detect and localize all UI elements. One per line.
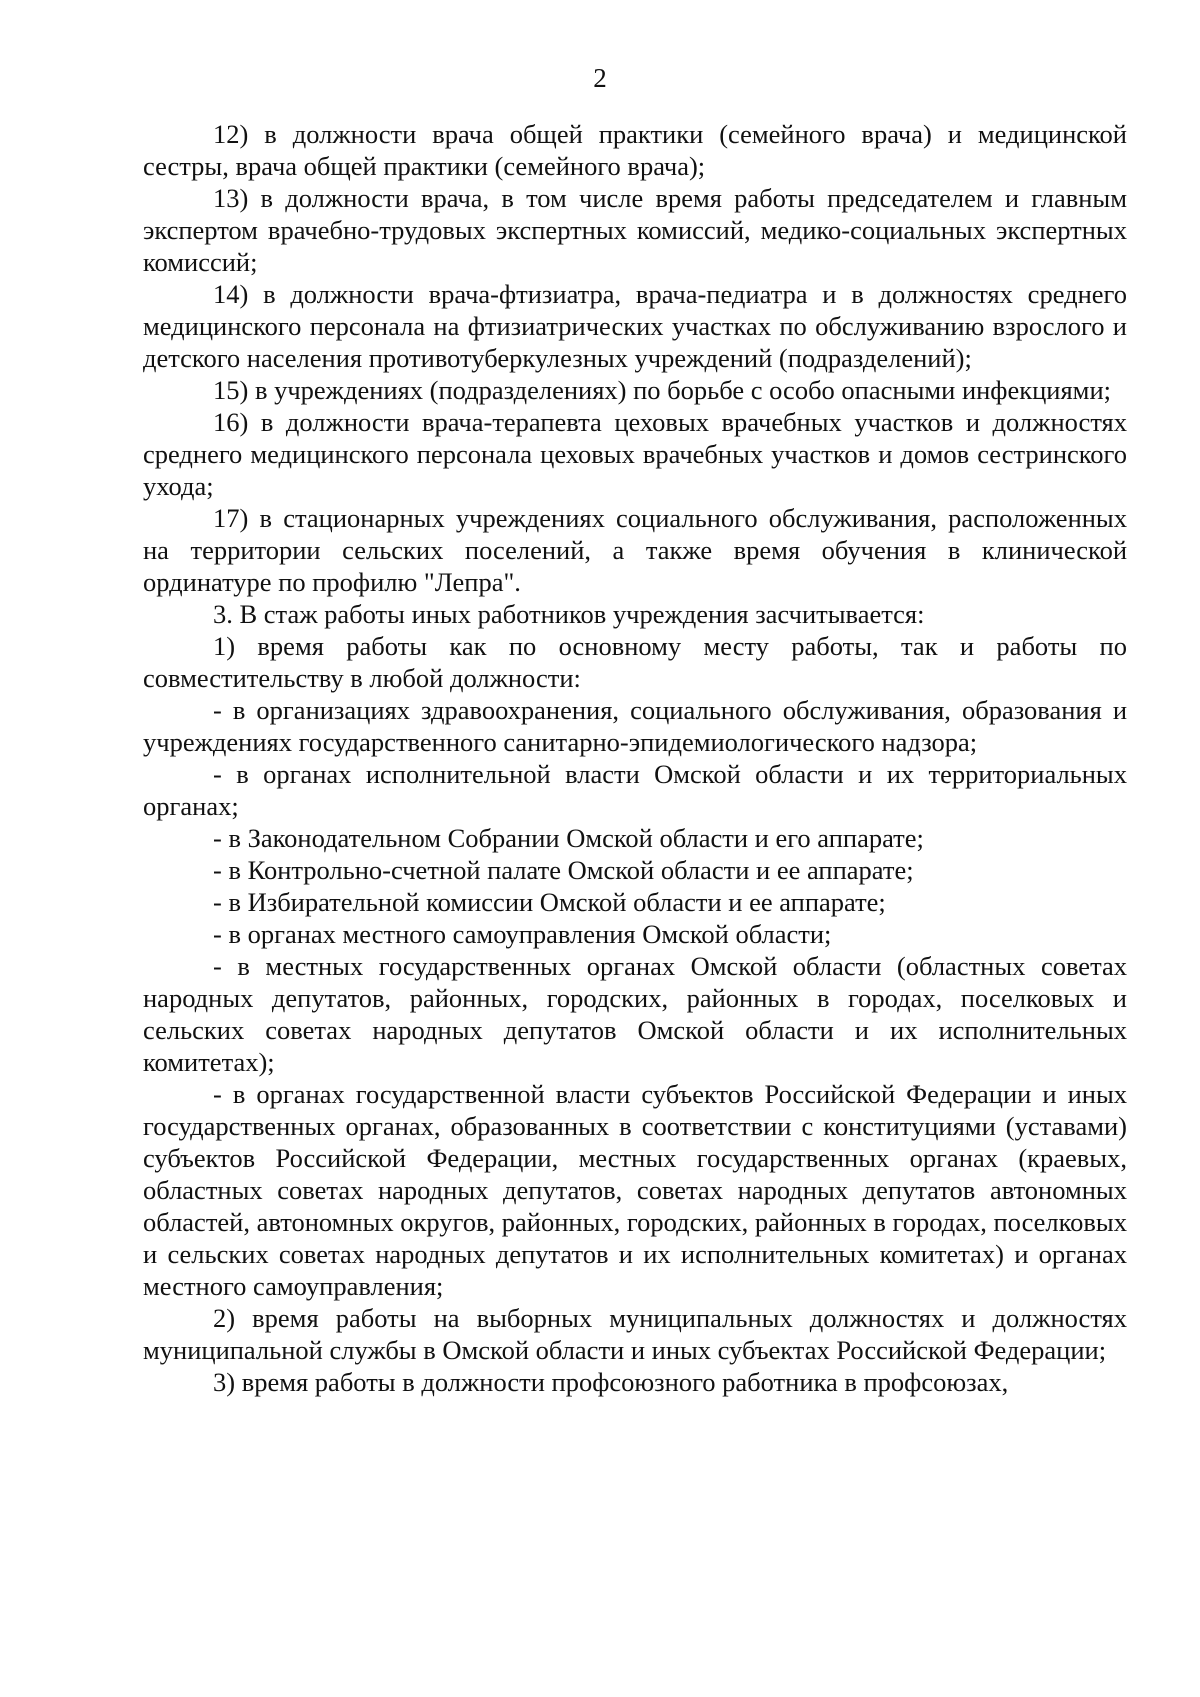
paragraph-item-15: 15) в учреждениях (подразделениях) по борьбе с особо опасными инфекциями; <box>213 375 1111 405</box>
bullet-healthcare-organizations: - в организациях здравоохранения, социального обслуживания, образования и учреждениях государственного санитарно-эпидемиологического надзора; <box>143 695 1127 757</box>
paragraph-item-13: 13) в должности врача, в том числе время работы председателем и главным экспертом врачебно-трудовых экспертных комиссий, медико-социальных экспертных комиссий; <box>143 183 1127 277</box>
bullet-executive-authorities: - в органах исполнительной власти Омской области и их территориальных органах; <box>143 759 1127 821</box>
paragraph-item-3-3: 3) время работы в должности профсоюзного работника в профсоюзах, <box>213 1367 1009 1397</box>
paragraph-item-16: 16) в должности врача-терапевта цеховых врачебных участков и должностях среднего медицинского персонала цеховых врачебных участков и домов сестринского ухода; <box>143 407 1127 501</box>
section-3-heading: 3. В стаж работы иных работников учреждения засчитывается: <box>213 599 925 629</box>
paragraph-item-12: 12) в должности врача общей практики (семейного врача) и медицинской сестры, врача общей практики (семейного врача); <box>143 119 1127 181</box>
page-number: 2 <box>593 63 607 93</box>
paragraph-item-3-2: 2) время работы на выборных муниципальных должностях и должностях муниципальной службы в Омской области и иных субъектах Российской Федерации; <box>143 1303 1127 1365</box>
bullet-local-state-bodies: - в местных государственных органах Омской области (областных советах народных депутатов, районных, городских, районных в городах, поселковых и сельских советах народных депутатов Омской области и их исполнительных комитетах); <box>143 951 1127 1077</box>
paragraph-item-14: 14) в должности врача-фтизиатра, врача-педиатра и в должностях среднего медицинского персонала на фтизиатрических участках по обслуживанию взрослого и детского населения противотуберкулезных учреждений (подразделений); <box>143 279 1127 373</box>
paragraph-item-17: 17) в стационарных учреждениях социального обслуживания, расположенных на территории сельских поселений, а также время обучения в клинической ординатуре по профилю "Лепра". <box>143 503 1127 597</box>
bullet-legislative-assembly: - в Законодательном Собрании Омской области и его аппарате; <box>213 823 924 853</box>
bullet-federal-subject-bodies: - в органах государственной власти субъектов Российской Федерации и иных государственных органах, образованных в соответствии с конституциями (уставами) субъектов Российской Федерации, местных государственных органах (краевых, областных советах народных депутатов, советах народных депутатов автономных областей, автономных округов, районных, городских, районных в городах, поселковых и сельских советах народных депутатов и их исполнительных комитетах) и органах местного самоуправления; <box>143 1079 1127 1301</box>
paragraph-item-3-1: 1) время работы как по основному месту работы, так и работы по совместительству в любой должности: <box>143 631 1127 693</box>
bullet-local-self-government: - в органах местного самоуправления Омской области; <box>213 919 832 949</box>
bullet-election-commission: - в Избирательной комиссии Омской области и ее аппарате; <box>213 887 886 917</box>
document-body <box>143 118 1127 1398</box>
bullet-audit-chamber: - в Контрольно-счетной палате Омской области и ее аппарате; <box>213 855 914 885</box>
